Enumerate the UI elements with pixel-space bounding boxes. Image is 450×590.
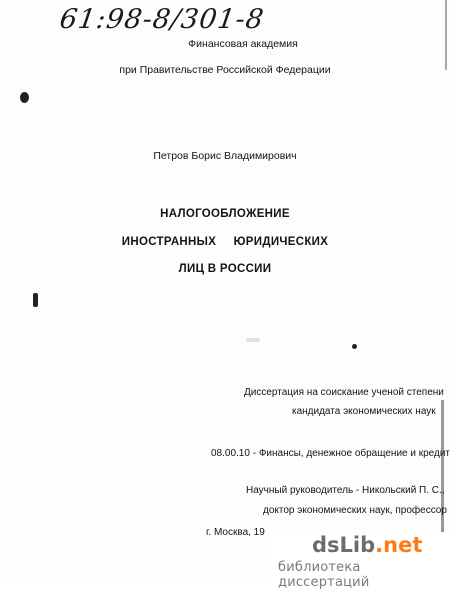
handwritten-archive-number: 61:98-8/301-8 [57,4,267,35]
institution-line-2: при Правительстве Российской Федерации [119,64,331,76]
scan-speck-dot [352,344,357,349]
specialty: 08.00.10 - Финансы, денежное обращение и кредит [211,448,450,459]
logo-accent-text: .net [375,533,423,557]
scan-speck-ink [20,92,29,103]
title-line-1: НАЛОГООБЛОЖЕНИЕ [160,208,290,220]
supervisor-line-2: доктор экономических наук, профессор [263,505,447,516]
title-line-3: ЛИЦ В РОССИИ [178,263,272,275]
scan-speck-margin [33,293,38,307]
title-line-2: ИНОСТРАННЫХ ЮРИДИЧЕСКИХ [121,236,329,248]
author-name: Петров Борис Владимирович [153,150,297,162]
logo-main-text: dsLib [312,533,376,557]
dissertation-line-1: Диссертация на соискание ученой степени [244,387,444,398]
watermark-subtitle: библиотека диссертаций [278,560,370,590]
institution-line-1: Финансовая академия [188,38,298,50]
dslib-logo[interactable] [312,533,422,557]
supervisor-line-1: Научный руководитель - Никольский П. С., [246,485,445,496]
scan-edge-top [445,0,447,70]
scan-smudge [246,338,260,342]
place-year: г. Москва, 19 [206,527,265,538]
dissertation-line-2: кандидата экономических наук [292,406,436,417]
